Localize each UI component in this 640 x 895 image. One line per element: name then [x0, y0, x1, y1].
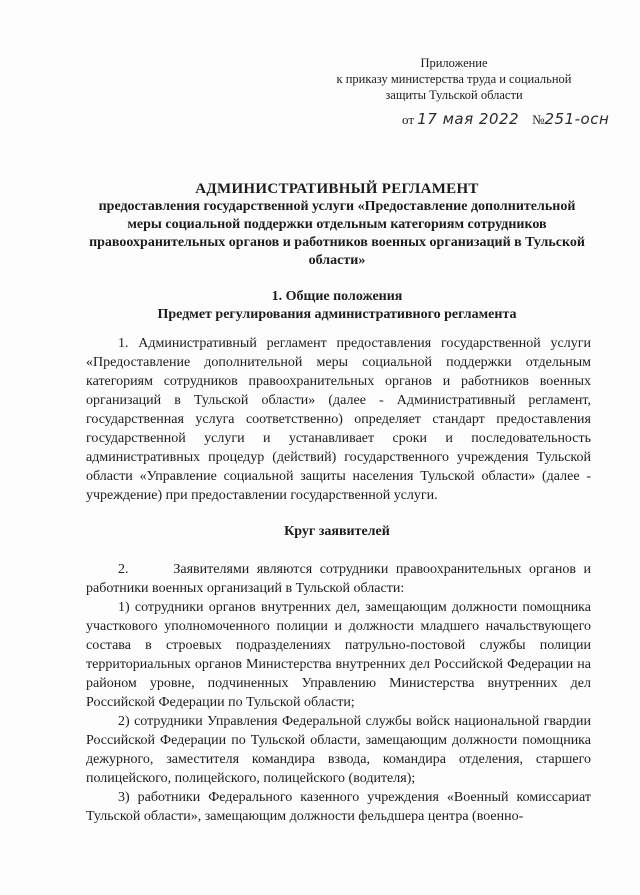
appendix-block: [330, 55, 578, 103]
list-item-3: 3) работники Федерального казенного учреждения «Военный комиссариат Тульской области», замещающим должности фельдшера центра (военно-: [86, 790, 591, 824]
section-1-title: 1. Общие положения: [271, 289, 403, 304]
applicants-heading: Круг заявителей: [284, 524, 390, 539]
number-prefix: №: [532, 112, 545, 127]
section-1-subtitle: Предмет регулирования административного регламента: [157, 307, 517, 322]
body-text-1: [86, 334, 591, 505]
title-main: АДМИНИСТРАТИВНЫЙ РЕГЛАМЕНТ: [195, 181, 479, 197]
handwritten-order-number: 251-осн: [544, 110, 610, 128]
paragraph-1: 1. Административный регламент предоставления государственной услуги «Предоставление дополнительной меры социальной поддержки отдельным категориям сотрудников правоохранительных органов и работников военных организаций в Тульской области» (далее - Административный регламент, государственная услуга соответственно) определяет стандарт предоставления государственной услуги и устанавливает сроки и последовательность административных процедур (действий) государственного учреждения Тульской области «Управление социальной защиты населения Тульской области» (далее - учреждение) при предоставлении государственной услуги.: [86, 336, 591, 503]
list-item-2: 2) сотрудники Управления Федеральной службы войск национальной гвардии Российской Федерации по Тульской области, замещающим должности помощника дежурного, заместителя командира взвода, командира отделения, старшего полицейского, полицейского, полицейского (водителя);: [86, 714, 591, 786]
handwritten-date: 17 мая 2022: [417, 110, 520, 128]
appendix-line-1: Приложение: [420, 56, 488, 70]
document-title: [86, 180, 588, 270]
appendix-line-3: защиты Тульской области: [385, 88, 523, 102]
title-subtitle: предоставления государственной услуги «Предоставление дополнительной меры социальной поддержки отдельным категориям сотрудников правоохранительных органов и работников военных организаций в Тульской области»: [89, 199, 585, 268]
order-date-line: [402, 110, 609, 128]
section-1-heading: [86, 288, 588, 324]
list-item-1: 1) сотрудники органов внутренних дел, замещающим должности помощника участкового уполномоченного полиции и должности младшего начальствующего состава в строевых подразделениях патрульно-постовой службы полиции территориальных органов Министерства внутренних дел Российской Федерации на районом уровне, подчиненных Управлению Министерства внутренних дел Российской Федерации по Тульской области;: [86, 600, 591, 710]
date-prefix: от: [402, 112, 415, 127]
appendix-line-2: к приказу министерства труда и социальной: [336, 72, 572, 86]
paragraph-2: 2. Заявителями являются сотрудники правоохранительных органов и работники военных организаций в Тульской области:: [86, 562, 591, 596]
body-text-2: [86, 560, 591, 826]
